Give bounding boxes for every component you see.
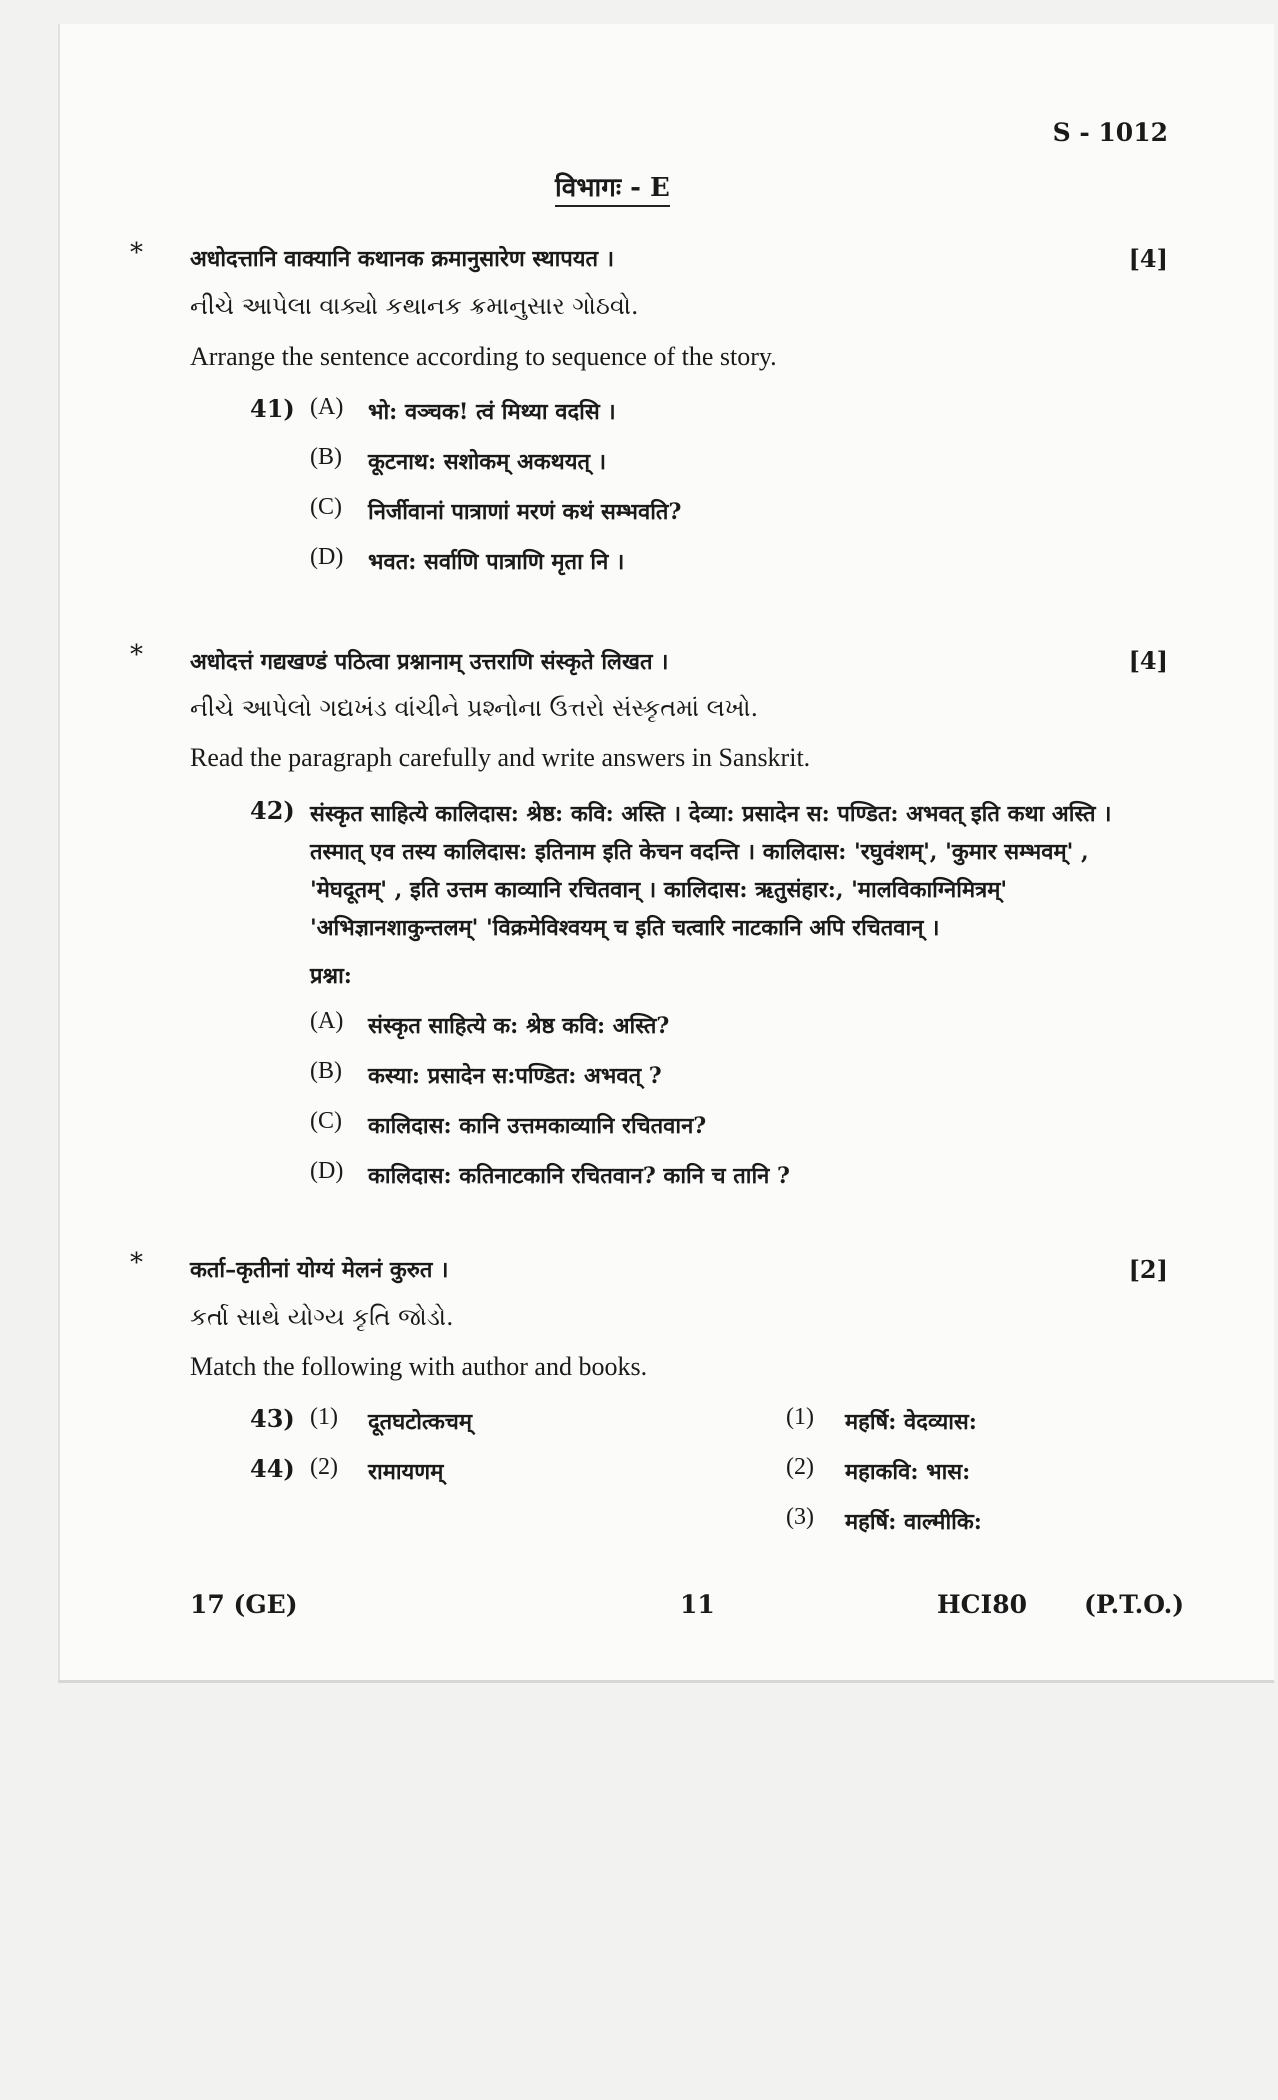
- match-instruction-sanskrit: कर्ता–कृतीनां योग्यं मेलनं कुरुत ।: [190, 1257, 449, 1283]
- q42-instruction-gujarati: નીચે આપેલો ગદ્યખંડ વાંચીને પ્રશ્નોના ઉત્તરો સંસ્કૃતમાં લખો.: [190, 694, 759, 722]
- pto-label: (P.T.O.): [1084, 1590, 1185, 1619]
- q42-paragraph-line: तस्मात् एव तस्य कालिदास: इतिनाम इति केचन वदन्ति । कालिदास: 'रघुवंशम्', 'कुमार सम्भवम्' ,: [310, 839, 1089, 865]
- footer-subject-code: 17 (GE): [190, 1590, 298, 1619]
- q41-option-text: भो: वञ्चक! त्वं मिथ्या वदसि ।: [368, 399, 616, 425]
- q41-option-label: (C): [310, 494, 342, 520]
- q41-option-text: निर्जीवानां पात्राणां मरणं कथं सम्भवति?: [368, 499, 682, 525]
- bullet-star: *: [130, 640, 143, 670]
- match-left-text: दूतघटोत्कचम्: [368, 1409, 472, 1435]
- footer-code: HCI80: [937, 1590, 1028, 1619]
- q42-question-text: कस्या: प्रसादेन स:पण्डित: अभवत् ?: [368, 1063, 662, 1089]
- match-right-label: (3): [786, 1504, 814, 1530]
- q42-instruction-sanskrit: अधोदत्तं गद्यखण्डं पठित्वा प्रश्नानाम् उत्तराणि संस्कृते लिखत ।: [190, 649, 669, 675]
- q42-question-label: (A): [310, 1008, 344, 1034]
- q42-marks: [4]: [1128, 646, 1168, 675]
- section-title: विभागः - E: [555, 168, 670, 207]
- match-right-text: महाकवि: भास:: [845, 1459, 971, 1485]
- match-marks: [2]: [1128, 1255, 1168, 1284]
- q42-question-text: कालिदास: कानि उत्तमकाव्यानि रचितवान?: [368, 1113, 707, 1139]
- match-instruction-english: Match the following with author and books.: [190, 1352, 648, 1381]
- q41-marks: [4]: [1128, 244, 1168, 273]
- match-right-label: (2): [786, 1454, 814, 1480]
- question-number-42: 42): [250, 796, 295, 825]
- q42-paragraph-line: 'अभिज्ञानशाकुन्तलम्' 'विक्रमेविश्वयम् च इति चत्वारि नाटकानि अपि रचितवान् ।: [310, 915, 940, 941]
- q42-question-label: (B): [310, 1058, 342, 1084]
- prashna-label: प्रश्ना:: [310, 963, 352, 989]
- question-number-44: 44): [250, 1454, 295, 1483]
- q42-question-text: कालिदास: कतिनाटकानि रचितवान? कानि च तानि ?: [368, 1163, 790, 1189]
- q42-question-text: संस्कृत साहित्ये क: श्रेष्ठ कवि: अस्ति?: [368, 1013, 670, 1039]
- q42-paragraph-line: 'मेघदूतम्' , इति उत्तम काव्यानि रचितवान् । कालिदास: ऋतुसंहार:, 'मालविकाग्निमित्रम्': [310, 877, 1008, 903]
- q41-instruction-sanskrit: अधोदत्तानि वाक्यानि कथानक क्रमानुसारेण स्थापयत ।: [190, 246, 615, 272]
- page-number: 11: [680, 1590, 715, 1619]
- bullet-star: *: [130, 1248, 143, 1278]
- match-right-text: महर्षि: वाल्मीकि:: [845, 1509, 982, 1535]
- q42-question-label: (D): [310, 1158, 344, 1184]
- match-instruction-gujarati: કર્તા સાથે યોગ્ય કૃતિ જોડો.: [190, 1303, 454, 1331]
- match-right-text: महर्षि: वेदव्यास:: [845, 1409, 977, 1435]
- q41-option-label: (B): [310, 444, 342, 470]
- match-left-label: (1): [310, 1404, 338, 1430]
- q42-instruction-english: Read the paragraph carefully and write answers in Sanskrit.: [190, 743, 811, 772]
- q42-paragraph-line: संस्कृत साहित्ये कालिदास: श्रेष्ठ: कवि: अस्ति । देव्या: प्रसादेन स: पण्डित: अभवत् इति कथा अस्ति ।: [310, 801, 1112, 827]
- q41-instruction-english: Arrange the sentence according to sequence of the story.: [190, 342, 777, 371]
- question-number-43: 43): [250, 1404, 295, 1433]
- q41-option-label: (D): [310, 544, 344, 570]
- question-number-41: 41): [250, 394, 295, 423]
- match-left-text: रामायणम्: [368, 1459, 444, 1485]
- paper-code: S - 1012: [1052, 118, 1168, 147]
- q41-instruction-gujarati: નીચે આપેલા વાક્યો કથાનક ક્રમાનુસાર ગોઠવો.: [190, 292, 639, 320]
- match-left-label: (2): [310, 1454, 338, 1480]
- q41-option-text: कूटनाथ: सशोकम् अकथयत् ।: [368, 449, 607, 475]
- q41-option-label: (A): [310, 394, 344, 420]
- q42-question-label: (C): [310, 1108, 342, 1134]
- match-right-label: (1): [786, 1404, 814, 1430]
- q41-option-text: भवत: सर्वाणि पात्राणि मृता नि ।: [368, 549, 625, 575]
- bullet-star: *: [130, 238, 143, 268]
